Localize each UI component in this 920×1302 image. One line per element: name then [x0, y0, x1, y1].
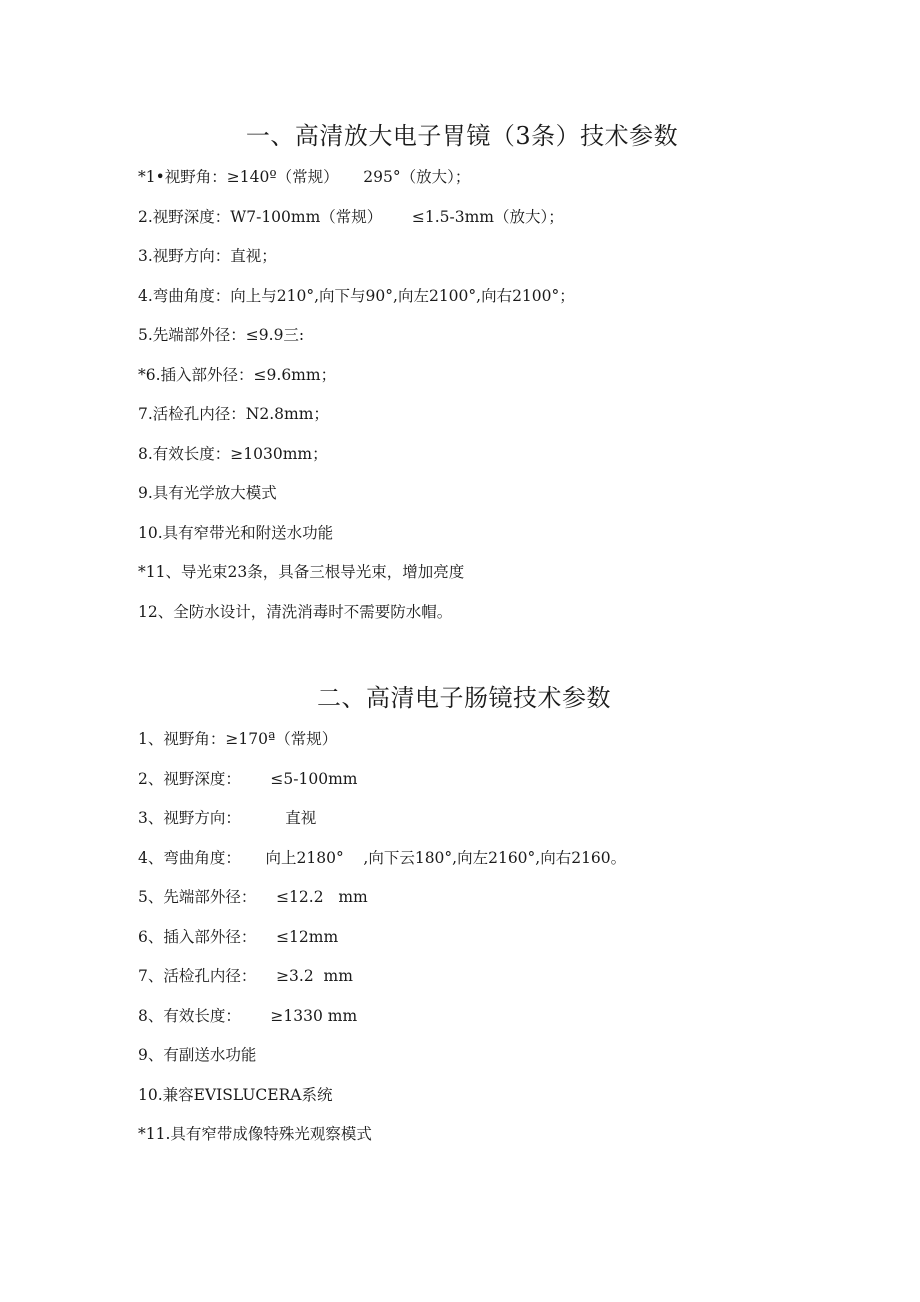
spec-item: 4、弯曲角度： 向上2180° ,向下云180°,向左2160°,向右2160。 [138, 848, 627, 867]
spec-item: 3、视野方向： 直视 [138, 809, 317, 827]
spec-item: 7.活检孔内径：N2.8mm； [138, 405, 329, 423]
section-colonoscope-specs [0, 676, 920, 1155]
section-gastroscope-specs [0, 114, 920, 632]
spec-list [0, 720, 920, 1155]
section-title: 二、高清电子肠镜技术参数 [317, 684, 611, 712]
spec-item: 3.视野方向：直视； [138, 247, 277, 265]
spec-item: 6、插入部外径： ≤12mm [138, 927, 339, 946]
spec-item: 4.弯曲角度：向上与210°,向下与90°,向左2100°,向右2100°； [138, 286, 575, 305]
spec-item: 9.具有光学放大模式 [138, 484, 277, 502]
spec-item: *6.插入部外径：≤9.6mm； [138, 365, 337, 384]
spec-item: 5.先端部外径：≤9.9三: [138, 326, 305, 344]
spec-item: 12、全防水设计，清洗消毒时不需要防水帽。 [138, 602, 453, 621]
spec-item: *11、导光束23条，具备三根导光束，增加亮度 [138, 563, 465, 581]
spec-item: 2、视野深度： ≤5-100mm [138, 769, 358, 788]
spec-item: 10.兼容EVISLUCERA系统 [138, 1085, 333, 1104]
spec-item: 10.具有窄带光和附送水功能 [138, 523, 334, 542]
spec-item: 1、视野角：≥170ª（常规） [138, 730, 338, 748]
spec-list [0, 158, 920, 632]
section-title: 一、高清放大电子胃镜（3条）技术参数 [245, 122, 679, 150]
spec-item: 8、有效长度： ≥1330 mm [138, 1006, 358, 1025]
spec-item: *11.具有窄带成像特殊光观察模式 [138, 1125, 372, 1143]
spec-item: 2.视野深度：W7-100mm（常规） ≤1.5-3mm（放大）； [138, 207, 564, 226]
spec-item: 5、先端部外径： ≤12.2 mm [138, 888, 368, 906]
spec-item: *1•视野角：≥140º（常规） 295°（放大）； [138, 168, 471, 186]
spec-item: 8.有效长度：≥1030mm； [138, 444, 328, 463]
spec-item: 7、活检孔内径： ≥3.2 mm [138, 967, 353, 985]
spec-item: 9、有副送水功能 [138, 1046, 257, 1064]
